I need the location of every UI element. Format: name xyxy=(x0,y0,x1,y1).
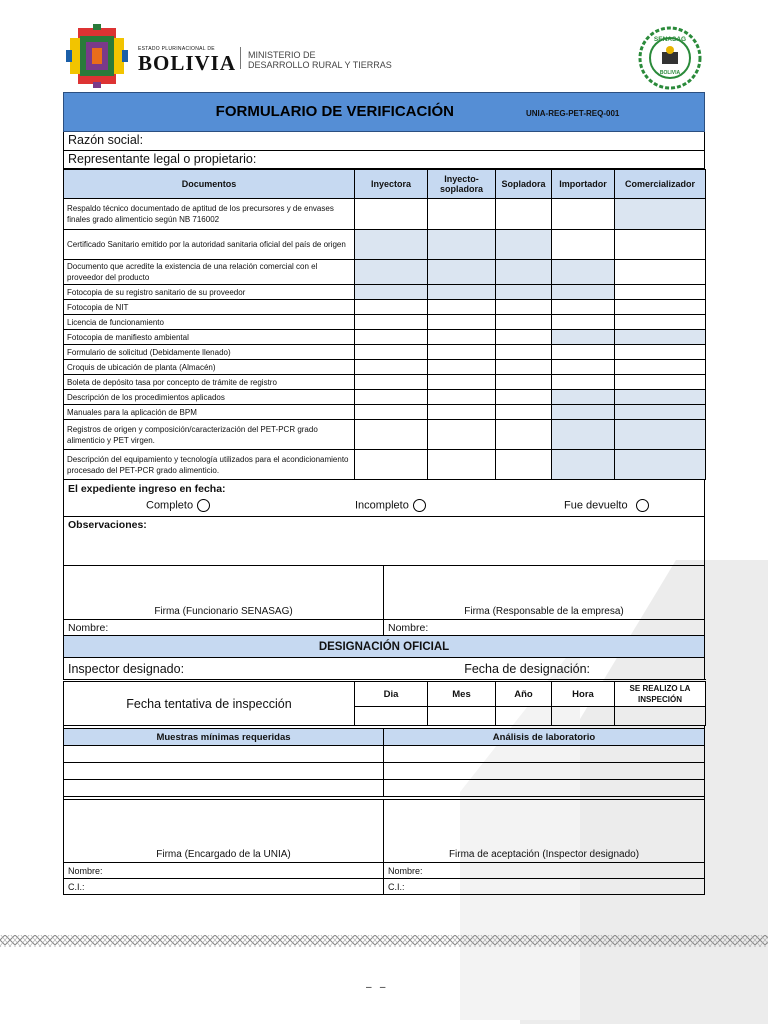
check-cell[interactable] xyxy=(428,390,496,405)
col-dia: Dia xyxy=(355,681,428,707)
representante-field[interactable] xyxy=(63,151,705,169)
check-cell[interactable] xyxy=(355,345,428,360)
check-cell xyxy=(428,285,496,300)
check-cell[interactable] xyxy=(496,390,552,405)
check-cell[interactable] xyxy=(428,300,496,315)
form-code: UNIA-REG-PET-REQ-001 xyxy=(526,109,620,118)
ci-row xyxy=(63,879,705,895)
check-cell[interactable] xyxy=(496,300,552,315)
check-cell xyxy=(496,230,552,260)
nombre-unia-field[interactable]: Nombre: xyxy=(64,863,384,878)
table-row xyxy=(64,375,706,390)
check-cell[interactable] xyxy=(496,375,552,390)
check-cell[interactable] xyxy=(496,315,552,330)
radio-completo[interactable] xyxy=(197,499,210,512)
expediente-section xyxy=(63,480,705,517)
check-cell[interactable] xyxy=(552,345,615,360)
representante-label: Representante legal o propietario: xyxy=(68,152,257,166)
ci-inspector-field[interactable]: C.I.: xyxy=(388,882,405,892)
observaciones-label: Observaciones: xyxy=(68,519,147,531)
signature-row-2 xyxy=(63,800,705,863)
table-row xyxy=(64,405,706,420)
check-cell xyxy=(428,230,496,260)
doc-label: Fotocopia de manifiesto ambiental xyxy=(64,330,355,345)
col-mes: Mes xyxy=(428,681,496,707)
check-cell[interactable] xyxy=(615,300,706,315)
observaciones-field[interactable] xyxy=(63,517,705,566)
dia-input[interactable] xyxy=(355,707,428,726)
check-cell xyxy=(496,260,552,285)
option-devuelto[interactable] xyxy=(564,499,649,512)
doc-label: Formulario de solicitud (Debidamente llenado) xyxy=(64,345,355,360)
form-title-bar xyxy=(63,92,705,132)
check-cell[interactable] xyxy=(428,360,496,375)
check-cell xyxy=(552,450,615,480)
signature-unia[interactable] xyxy=(64,800,384,862)
check-cell[interactable] xyxy=(428,315,496,330)
option-incompleto-label: Incompleto xyxy=(355,499,409,512)
muestra-cell[interactable] xyxy=(64,763,384,780)
bolivia-text: BOLIVIA xyxy=(138,51,237,75)
senasag-logo-sub: BOLIVIA xyxy=(659,70,681,76)
muestras-table xyxy=(63,728,705,797)
check-cell[interactable] xyxy=(355,330,428,345)
estado-text: ESTADO PLURINACIONAL DE xyxy=(138,46,215,52)
muestra-cell[interactable] xyxy=(64,746,384,763)
check-cell[interactable] xyxy=(496,345,552,360)
col-sopladora: Sopladora xyxy=(496,170,552,199)
check-cell xyxy=(615,390,706,405)
check-cell[interactable] xyxy=(496,360,552,375)
check-cell[interactable] xyxy=(615,285,706,300)
doc-label: Descripción de los procedimientos aplicados xyxy=(64,390,355,405)
table-row xyxy=(64,315,706,330)
col-inyectora: Inyectora xyxy=(355,170,428,199)
check-cell xyxy=(428,260,496,285)
verification-form xyxy=(63,92,705,895)
check-cell[interactable] xyxy=(355,375,428,390)
analisis-cell[interactable] xyxy=(384,763,705,780)
check-cell[interactable] xyxy=(355,390,428,405)
check-cell[interactable] xyxy=(615,260,706,285)
header-divider xyxy=(240,47,241,69)
option-completo-label: Completo xyxy=(146,499,194,512)
name-row xyxy=(63,620,705,636)
signature-inspector[interactable] xyxy=(384,800,704,862)
nombre-inspector-field[interactable]: Nombre: xyxy=(388,866,423,876)
senasag-logo xyxy=(638,26,702,90)
documents-table xyxy=(63,169,706,480)
page-mark: – – xyxy=(366,982,386,993)
analisis-cell[interactable] xyxy=(384,746,705,763)
signature-unia-label: Firma (Encargado de la UNIA) xyxy=(156,849,291,860)
form-title: FORMULARIO DE VERIFICACIÓN xyxy=(215,103,454,120)
table-row xyxy=(64,330,706,345)
muestra-cell[interactable] xyxy=(64,780,384,797)
check-cell[interactable] xyxy=(496,420,552,450)
check-cell[interactable] xyxy=(428,375,496,390)
signature-empresa[interactable] xyxy=(384,566,704,619)
anio-input[interactable] xyxy=(496,707,552,726)
name-row-2 xyxy=(63,863,705,879)
check-cell[interactable] xyxy=(355,199,428,230)
table-row xyxy=(64,260,706,285)
inspector-label[interactable]: Inspector designado: xyxy=(68,661,185,676)
check-cell[interactable] xyxy=(355,360,428,375)
table-row xyxy=(64,420,706,450)
table-row xyxy=(64,285,706,300)
check-cell[interactable] xyxy=(428,199,496,230)
check-cell[interactable] xyxy=(496,405,552,420)
razon-social-field[interactable] xyxy=(63,132,705,151)
col-se-realizo: SE REALIZO LA INSPECIÓN xyxy=(615,681,706,707)
check-cell xyxy=(615,420,706,450)
fecha-designacion-label[interactable]: Fecha de designación: xyxy=(464,661,590,676)
check-cell xyxy=(615,330,706,345)
doc-label: Certificado Sanitario emitido por la autoridad sanitaria oficial del país de origen xyxy=(64,230,355,260)
hora-input[interactable] xyxy=(552,707,615,726)
check-cell[interactable] xyxy=(615,315,706,330)
check-cell[interactable] xyxy=(496,199,552,230)
col-inyecto-sopladora: Inyecto-sopladora xyxy=(428,170,496,199)
col-hora: Hora xyxy=(552,681,615,707)
se-realizo-input[interactable] xyxy=(615,707,706,726)
radio-devuelto[interactable] xyxy=(636,499,649,512)
razon-social-label: Razón social: xyxy=(68,133,144,147)
ci-unia-field[interactable]: C.I.: xyxy=(64,879,384,894)
doc-label: Registros de origen y composición/caracterización del PET-PCR grado alimenticio y PET virgen. xyxy=(64,420,355,450)
check-cell[interactable] xyxy=(552,360,615,375)
col-documentos: Documentos xyxy=(64,170,355,199)
page-header xyxy=(62,20,707,92)
table-row xyxy=(64,300,706,315)
col-anio: Año xyxy=(496,681,552,707)
table-row xyxy=(64,450,706,480)
check-cell xyxy=(355,260,428,285)
inspector-row xyxy=(63,658,705,680)
doc-label: Fotocopia de su registro sanitario de su proveedor xyxy=(64,285,355,300)
check-cell[interactable] xyxy=(355,420,428,450)
col-muestras: Muestras mínimas requeridas xyxy=(64,729,384,746)
doc-label: Respaldo técnico documentado de aptitud de los precursores y de envases finales grado alimenticio según NB 716002 xyxy=(64,199,355,230)
designacion-heading: DESIGNACIÓN OFICIAL xyxy=(63,636,705,658)
doc-label: Documento que acredite la existencia de una relación comercial con el proveedor del producto xyxy=(64,260,355,285)
doc-label: Fotocopia de NIT xyxy=(64,300,355,315)
option-devuelto-label: Fue devuelto xyxy=(564,499,628,512)
check-cell[interactable] xyxy=(355,405,428,420)
col-analisis: Análisis de laboratorio xyxy=(384,729,705,746)
check-cell[interactable] xyxy=(552,199,615,230)
check-cell[interactable] xyxy=(355,315,428,330)
check-cell[interactable] xyxy=(355,300,428,315)
check-cell[interactable] xyxy=(496,330,552,345)
signature-funcionario[interactable] xyxy=(64,566,384,619)
check-cell xyxy=(552,260,615,285)
table-row xyxy=(64,763,705,780)
ministerio-line2: DESARROLLO RURAL Y TIERRAS xyxy=(248,60,392,70)
option-completo[interactable] xyxy=(146,499,210,512)
signature-empresa-label: Firma (Responsable de la empresa) xyxy=(464,606,624,617)
col-comercializador: Comercializador xyxy=(615,170,706,199)
check-cell[interactable] xyxy=(428,330,496,345)
check-cell xyxy=(355,230,428,260)
table-row xyxy=(64,390,706,405)
doc-label: Croquis de ubicación de planta (Almacén) xyxy=(64,360,355,375)
check-cell xyxy=(496,285,552,300)
doc-label: Descripción del equipamiento y tecnología utilizados para el acondicionamiento procesado del PET-PCR grado alimenticio. xyxy=(64,450,355,480)
check-cell xyxy=(552,390,615,405)
decorative-band xyxy=(0,934,768,948)
nombre-empresa-field[interactable]: Nombre: xyxy=(388,622,429,634)
check-cell xyxy=(355,285,428,300)
mes-input[interactable] xyxy=(428,707,496,726)
check-cell xyxy=(615,450,706,480)
check-cell xyxy=(552,330,615,345)
doc-label: Licencia de funcionamiento xyxy=(64,315,355,330)
table-row xyxy=(64,230,706,260)
check-cell[interactable] xyxy=(552,230,615,260)
check-cell xyxy=(552,420,615,450)
doc-label: Boleta de depósito tasa por concepto de trámite de registro xyxy=(64,375,355,390)
signature-funcionario-label: Firma (Funcionario SENASAG) xyxy=(154,606,293,617)
check-cell[interactable] xyxy=(355,450,428,480)
check-cell[interactable] xyxy=(615,375,706,390)
radio-incompleto[interactable] xyxy=(413,499,426,512)
option-incompleto[interactable] xyxy=(355,499,426,512)
check-cell xyxy=(552,405,615,420)
nombre-funcionario-field[interactable]: Nombre: xyxy=(64,620,384,635)
expediente-title: El expediente ingreso en fecha: xyxy=(68,483,226,495)
check-cell xyxy=(552,285,615,300)
table-row xyxy=(64,746,705,763)
table-row xyxy=(64,199,706,230)
analisis-cell[interactable] xyxy=(384,780,705,797)
check-cell[interactable] xyxy=(428,345,496,360)
bolivia-shield-logo xyxy=(66,24,128,88)
inspection-date-table xyxy=(63,679,706,726)
senasag-logo-text: SENASAG xyxy=(653,36,687,43)
col-importador: Importador xyxy=(552,170,615,199)
check-cell[interactable] xyxy=(428,450,496,480)
table-row xyxy=(64,780,705,797)
check-cell[interactable] xyxy=(552,315,615,330)
check-cell[interactable] xyxy=(552,300,615,315)
table-row xyxy=(64,360,706,375)
check-cell[interactable] xyxy=(615,345,706,360)
signature-inspector-label: Firma de aceptación (Inspector designado) xyxy=(448,849,640,860)
fecha-tentativa-label: Fecha tentativa de inspección xyxy=(64,681,355,726)
signature-row xyxy=(63,566,705,620)
check-cell[interactable] xyxy=(428,405,496,420)
check-cell[interactable] xyxy=(428,420,496,450)
check-cell[interactable] xyxy=(496,450,552,480)
ministerio-line1: MINISTERIO DE xyxy=(248,50,316,60)
check-cell xyxy=(615,199,706,230)
doc-label: Manuales para la aplicación de BPM xyxy=(64,405,355,420)
check-cell xyxy=(615,405,706,420)
table-row xyxy=(64,345,706,360)
check-cell[interactable] xyxy=(615,360,706,375)
check-cell[interactable] xyxy=(552,375,615,390)
check-cell[interactable] xyxy=(615,230,706,260)
